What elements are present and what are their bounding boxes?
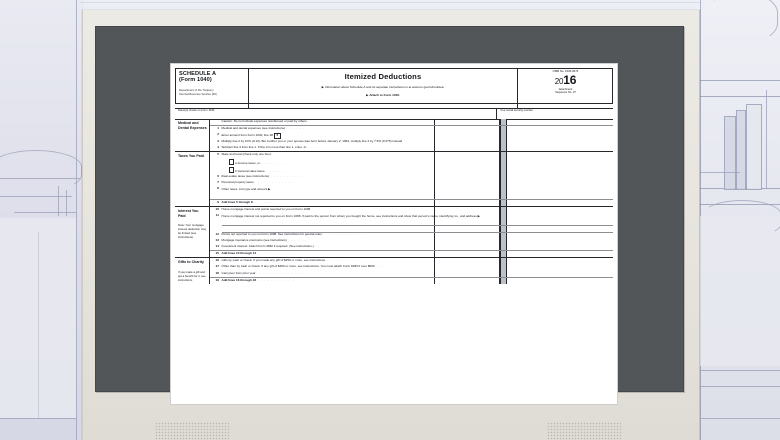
line-text: Personal property taxes	[221, 180, 254, 185]
section-rows	[209, 207, 613, 258]
speaker-grille-right	[547, 422, 621, 440]
line-number: 3	[217, 138, 219, 143]
tax-year	[518, 74, 613, 86]
form-header-left	[175, 68, 249, 108]
schedule-a-document[interactable]	[171, 64, 617, 404]
background-book	[724, 116, 736, 190]
section-rows	[209, 152, 613, 206]
section-gifts-to-charity	[175, 258, 613, 284]
checkbox-income-taxes[interactable]	[229, 159, 234, 164]
line-text: b General sales taxes	[235, 169, 265, 174]
speaker-grille-left	[155, 422, 229, 440]
arrow-icon: ▶	[477, 213, 481, 218]
form-header-center	[249, 68, 517, 108]
line-text: Enter amount from Form 1040, line 38	[221, 133, 273, 138]
background-shelf-line	[700, 96, 780, 97]
background-curve	[702, 200, 780, 238]
line-number: 8	[217, 186, 219, 191]
background-line	[58, 186, 59, 216]
attach-line	[249, 94, 517, 98]
leader-dots: . . . . . . . . . .	[325, 258, 360, 263]
line-number: 14	[215, 243, 219, 248]
background-line	[700, 386, 780, 387]
background-line	[700, 172, 740, 173]
tax-year-suffix: 16	[563, 72, 577, 87]
background-curve	[0, 150, 82, 192]
form-title: Itemized Deductions	[344, 72, 422, 81]
line-number: 5	[217, 152, 219, 157]
line-number: 12	[215, 231, 219, 236]
section-rows	[209, 258, 613, 284]
leader-dots: . . . .	[307, 145, 320, 150]
line-number: 10	[215, 206, 219, 211]
line-ref-box: 2	[274, 133, 281, 139]
section-label	[175, 207, 209, 239]
tax-year-prefix: 20	[554, 76, 564, 86]
line-number: 1	[217, 126, 219, 131]
background-line	[700, 418, 780, 419]
leader-dots: . . . . . .	[287, 237, 307, 242]
attachment-label: Attachment	[558, 87, 573, 91]
form-row[interactable]	[210, 145, 613, 151]
background-shelf-line	[700, 80, 780, 81]
department-label: Department of the Treasury	[179, 87, 214, 92]
leader-dots: . . . .	[375, 264, 388, 269]
attachment-sequence: Sequence No. 07	[555, 91, 576, 95]
section-label	[175, 258, 209, 282]
form-row-total[interactable]	[210, 199, 613, 206]
form-header-right	[517, 68, 613, 108]
info-line-text: Information about Schedule A and its separate instructions is at www.irs.gov/schedulea.	[324, 84, 445, 89]
section-label: Medical and Dental Expenses	[178, 121, 207, 130]
leader-dots: . . . . . . . . . . . .	[322, 231, 363, 236]
line-text: Points not reported to you on Form 1098. See instructions for special rules	[221, 231, 322, 236]
line-text: Add lines 10 through 14	[221, 251, 257, 256]
info-line	[249, 86, 517, 90]
line-text: Medical and dental expenses (see instructions)	[221, 126, 286, 131]
background-panel	[700, 216, 780, 366]
schedule-title: SCHEDULE A	[179, 71, 217, 77]
agency-label: Internal Revenue Service (99)	[179, 91, 217, 96]
section-note: Note: Your mortgage interest deduction may be limited (see instructions).	[178, 223, 207, 239]
leader-dots: . . . . . . . . . . . . . .	[256, 270, 304, 275]
caution-text: Caution: Do not include expenses reimbursed or paid by others.	[221, 119, 308, 123]
line-text: State and local (check only one box):	[221, 152, 272, 157]
ssn-field-label: Your social security number	[500, 109, 533, 112]
section-label-text: Interest You Paid	[178, 208, 199, 218]
monitor-screen[interactable]	[95, 26, 684, 392]
line-text: a Income taxes, or	[235, 161, 261, 166]
section-label: Taxes You Paid	[178, 154, 204, 159]
line-text: Investment interest. Attach Form 4952 if required. (See instructions.)	[221, 243, 314, 248]
line-text: Subtract line 3 from line 1. If line 3 is more than line 1, enter -0-	[221, 145, 307, 150]
name-field[interactable]	[175, 108, 497, 119]
line-text: Other taxes. List type and amount	[221, 187, 268, 192]
leader-dots: . . . . . . . . .	[261, 161, 291, 166]
background-line	[766, 90, 767, 188]
line-text: Carryover from prior year	[221, 270, 256, 275]
line-number: 19	[215, 277, 219, 282]
background-line	[80, 2, 700, 3]
leader-dots: . . . . . . . . . .	[253, 199, 287, 204]
background-curve	[706, 0, 778, 44]
ssn-field[interactable]	[497, 108, 613, 119]
checkbox-general-sales-taxes[interactable]	[229, 167, 234, 172]
form-body	[175, 119, 613, 284]
background-line	[38, 232, 39, 418]
leader-dots: . . . . . . . . . . . .	[254, 180, 295, 185]
background-line	[66, 190, 67, 216]
line-text: Gifts by cash or check. If you made any gift of $250 or more, see instructions	[221, 258, 325, 263]
line-number: 18	[215, 270, 219, 275]
line-number: 16	[215, 258, 219, 263]
leader-dots: . . . . . . .	[265, 169, 289, 174]
background-line	[700, 370, 780, 371]
arrow-icon: ▶	[268, 187, 271, 192]
line-text: Add lines 16 through 18	[221, 277, 257, 282]
line-number: 9	[217, 199, 219, 204]
background-line	[0, 418, 76, 419]
line-text: Home mortgage interest not reported to you on Form 1098. If paid to the person from whom you bought the home, see instructions and show that person's name, identifying no., and address	[221, 213, 477, 218]
section-taxes-you-paid	[175, 152, 613, 207]
leader-dots: . . . . . . . . . .	[269, 173, 304, 178]
line-number: 11	[215, 212, 219, 217]
background-line	[0, 196, 72, 197]
line-number: 13	[215, 237, 219, 242]
bullet-icon: ▶	[366, 93, 370, 98]
line-number: 6	[217, 173, 219, 178]
line-number: 4	[217, 145, 219, 150]
computer-monitor	[82, 10, 700, 440]
form-row[interactable]	[210, 159, 613, 167]
line-text: Other than by cash or check. If any gift of $250 or more, see instructions. You must attach Form 8283 if over $500	[221, 264, 375, 269]
line-number: 15	[215, 251, 219, 256]
line-text: Multiply line 2 by 10% (0.10). But if either you or your spouse was born before January 2, 1952, multiply line 2 by 7.5% (0.075) instead	[221, 138, 403, 143]
line-number: 7	[217, 180, 219, 185]
monitor-bottom-bezel	[83, 408, 699, 440]
form-row[interactable]	[210, 125, 613, 132]
section-rows	[209, 119, 613, 151]
section-note: If you made a gift and got a benefit for it, see instructions.	[178, 270, 206, 282]
attach-line-text: Attach to Form 1040.	[369, 93, 400, 98]
background-book	[736, 110, 746, 190]
section-interest-you-paid	[175, 207, 613, 259]
line-text: Add lines 5 through 8	[221, 199, 253, 204]
line-text: Real estate taxes (see instructions)	[221, 173, 270, 178]
form-row-total[interactable]	[210, 277, 613, 284]
bullet-icon: ▶	[321, 84, 325, 89]
background-line	[76, 0, 77, 440]
background-book	[746, 104, 762, 190]
form-row[interactable]	[210, 166, 613, 174]
line-number: 2	[217, 132, 219, 137]
omb-number: OMB No. 1545-0074	[552, 69, 579, 73]
section-label-text: Gifts to Charity	[178, 260, 204, 265]
section-medical-dental	[175, 119, 613, 152]
leader-dots: . . . . . .	[285, 126, 306, 131]
form-header	[175, 68, 613, 109]
line-text: Mortgage insurance premiums (see instructions)	[221, 237, 287, 242]
form-row-total[interactable]	[210, 250, 613, 257]
name-field-label: Name(s) shown on Form 1040	[178, 109, 215, 112]
leader-dots: . . . . . . . . . . .	[256, 251, 294, 256]
leader-dots: . . .	[314, 243, 324, 248]
schedule-subtitle: (Form 1040)	[179, 77, 212, 84]
leader-dots: . . . . . . . . . . .	[256, 277, 294, 282]
line-text: Home mortgage interest and points reported to you on Form 1098	[221, 206, 311, 211]
line-number: 17	[215, 264, 219, 269]
